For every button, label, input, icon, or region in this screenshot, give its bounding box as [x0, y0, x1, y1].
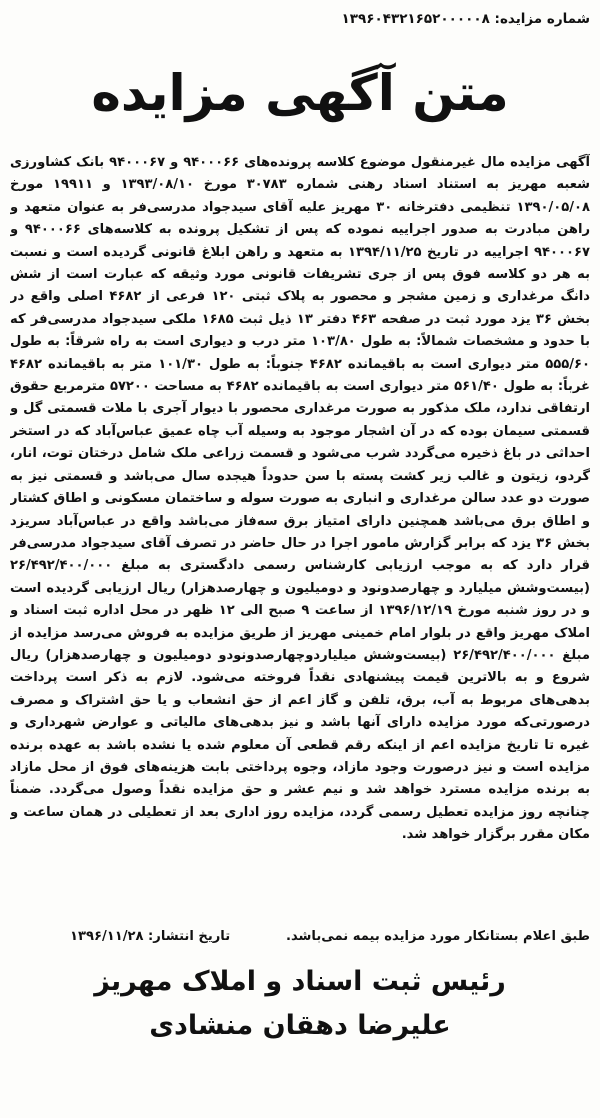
- closing-note: طبق اعلام بستانکار مورد مزایده بیمه نمی‌باشد.: [286, 929, 590, 944]
- publication-date: تاریخ انتشار: ۱۳۹۶/۱۱/۲۸: [70, 929, 231, 944]
- signatory-name: علیرضا دهقان منشادی: [149, 1010, 451, 1041]
- notice-body: آگهی مزایده مال غیرمنقول موضوع کلاسه پرونده‌های ۹۴۰۰۰۶۶ و ۹۴۰۰۰۶۷ بانک کشاورزی شعبه مهریز به استناد اسناد رهنی شماره ۳۰۷۸۳ مورخ ۱۳۹۳/۰۸/۱۰ و ۱۹۹۱۱ مورخ ۱۳۹۰/۰۵/۰۸ تنظیمی دفترخانه ۳۰ مهریز علیه آقای سیدجواد مدرسی‌فر به عنوان متعهد و راهن مبادرت به صدور اجراییه نموده که پس از تشکیل پرونده به کلاسه‌های ۹۴۰۰۰۶۶ و ۹۴۰۰۰۶۷ اجراییه در تاریخ ۱۳۹۴/۱۱/۲۵ به متعهد و راهن ابلاغ قانونی گردیده است و نسبت به هر دو کلاسه فوق پس از جری تشریفات قانونی مورد وثیقه که عبارت است از شش دانگ مرغداری و زمین مشجر و محصور به پلاک ثبتی ۱۲۰ فرعی از ۴۶۸۲ اصلی واقع در بخش ۳۶ یزد مورد ثبت در صفحه ۴۶۳ دفتر ۱۳ ذیل ثبت ۱۶۸۵ ملکی سیدجواد مدرسی‌فر که با حدود و مشخصات شمالاً: به طول ۱۰۳/۸۰ متر درب و دیواری است به راه شرقاً: به طول ۵۵۵/۶۰ متر دیواری است به باقیمانده ۴۶۸۲ جنوباً: به طول ۱۰۱/۳۰ متر به باقیمانده ۴۶۸۲ غرباً: به طول ۵۶۱/۴۰ متر دیواری است به باقیمانده ۴۶۸۲ به مساحت ۵۷۲۰۰ مترمربع حقوق ارتفاقی ندارد، ملک مذکور به صورت مرغداری محصور با دیوار آجری با ملات قسمتی گل و قسمتی سیمان بوده که در آن اشجار موجود به وسیله آب چاه عمیق عباس‌آباد که در استخر احداثی در باغ ذخیره می‌گردد شرب می‌شود و قسمت زراعی ملک شامل درختان توت، انار، گردو، زیتون و غالب زیر کشت پسته با سن حدوداً هیجده سال می‌باشد و قسمتی نیز به صورت دو عدد سالن مرغداری و انباری به صورت سوله و ساختمان مسکونی و اطاق کشتار و اطاق برق می‌باشد همچنین دارای امتیاز برق سه‌فاز می‌باشد واقع در عباس‌آباد سریزد بخش ۳۶ یزد که برابر گزارش مامور اجرا در حال حاضر در تصرف آقای سیدجواد مدرسی‌فر قرار دارد که به موجب ارزیابی کارشناس رسمی دادگستری به مبلغ ۲۶/۴۹۲/۴۰۰/۰۰۰ (بیست‌وشش میلیارد و چهارصدونود و دومیلیون و چهارصدهزار) ریال ارزیابی گردیده است و در روز شنبه مورخ ۱۳۹۶/۱۲/۱۹ از ساعت ۹ صبح الی ۱۲ ظهر در محل اداره ثبت اسناد و املاک مهریز واقع در بلوار امام خمینی مهریز از طریق مزایده به فروش می‌رسد مزایده از مبلغ ۲۶/۴۹۲/۴۰۰/۰۰۰ (بیست‌وشش میلیاردوچهارصدونودو دومیلیون و چهارصدهزار) ریال شروع و به بالاترین قیمت پیشنهادی نقداً فروخته می‌شود. لازم به ذکر است پرداخت بدهی‌های مربوط به آب، برق، تلفن و گاز اعم از حق انشعاب و یا حق اشتراک و مصرف درصورتی‌که مورد مزایده دارای آنها باشد و نیز بدهی‌های مالیاتی و عوارض شهرداری و غیره تا تاریخ مزایده اعم از اینکه رقم قطعی آن معلوم شده یا نشده باشد به عهده برنده مزایده است و نیز درصورت وجود مازاد، وجوه پرداختی بابت هزینه‌های فوق از محل مازاد به برنده مزایده مسترد خواهد شد و نیم عشر و حق مزایده نقداً وصول می‌گردد. ضمناً چنانچه روز مزایده تعطیل رسمی گردد، مزایده روز اداری بعد از تعطیلی در همان ساعت و مکان مقرر برگزار خواهد شد.: [10, 155, 590, 843]
- auction-reference-number: شماره مزایده: ۱۳۹۶۰۴۳۲۱۶۵۲۰۰۰۰۰۸: [341, 11, 590, 27]
- signatory-title: رئیس ثبت اسناد و املاک مهریز: [94, 966, 506, 997]
- closing-line: [10, 926, 590, 948]
- notice-title: متن آگهی مزایده: [91, 64, 509, 122]
